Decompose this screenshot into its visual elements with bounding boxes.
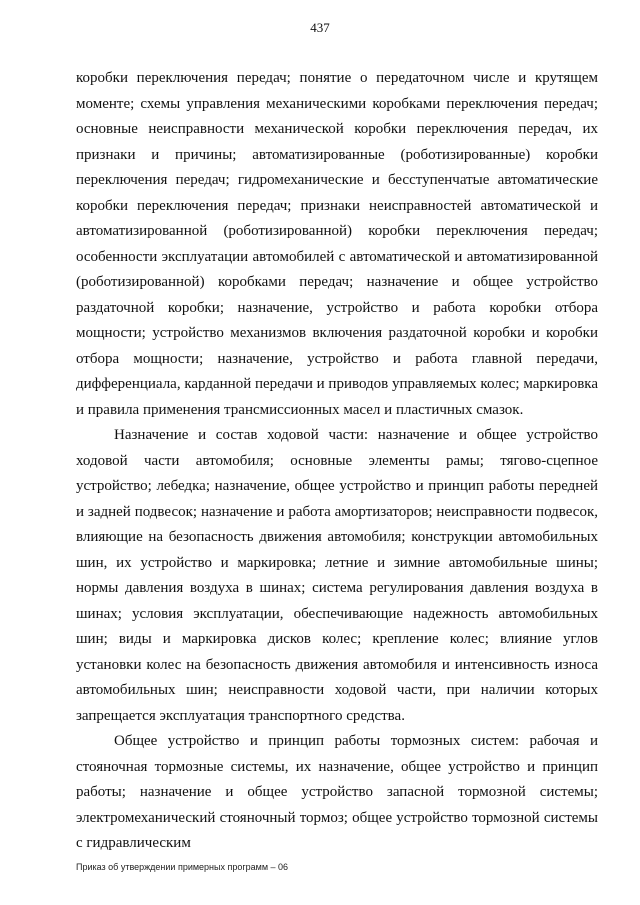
paragraph-transmission: коробки переключения передач; понятие о передаточном числе и крутящем моменте; схемы управления механическими коробками переключения передач; основные неисправности механической коробки переключения передач, их признаки и причины; автоматизированные (роботизированные) коробки переключения передач; гидромеханические и бесступенчатые автоматические коробки переключения передач; признаки неисправностей автоматической и автоматизированной (роботизированной) коробки переключения передач; особенности эксплуатации автомобилей с автоматической и автоматизированной (роботизированной) коробками передач; назначение и общее устройство раздаточной коробки; назначение, устройство и работа коробки отбора мощности; устройство механизмов включения раздаточной коробки и коробки отбора мощности; назначение, устройство и работа главной передачи, дифференциала, карданной передачи и приводов управляемых колес; маркировка и правила применения трансмиссионных масел и пластичных смазок. (76, 70, 598, 418)
page-number: 437 (310, 20, 330, 35)
paragraph-chassis: Назначение и состав ходовой части: назначение и общее устройство ходовой части автомобиля; основные элементы рамы; тягово-сцепное устройство; лебедка; назначение, общее устройство и принцип работы передней и задней подвесок; назначение и работа амортизаторов; неисправности подвесок, влияющие на безопасность движения автомобиля; конструкции автомобильных шин, их устройство и маркировка; летние и зимние автомобильные шины; нормы давления воздуха в шинах; система регулирования давления воздуха в шинах; условия эксплуатации, обеспечивающие надежность автомобильных шин; виды и маркировка дисков колес; крепление колес; влияние углов установки колес на безопасность движения автомобиля и интенсивность износа автомобильных шин; неисправности ходовой части, при наличии которых запрещается эксплуатация транспортного средства. (76, 427, 598, 724)
document-body (76, 66, 598, 857)
paragraph-brakes: Общее устройство и принцип работы тормозных систем: рабочая и стояночная тормозные системы, их назначение, общее устройство и принцип работы; назначение и общее устройство запасной тормозной системы; электромеханический стояночный тормоз; общее устройство тормозной системы с гидравлическим (76, 733, 598, 851)
page-footer: Приказ об утверждении примерных программ – 06 (76, 862, 289, 872)
